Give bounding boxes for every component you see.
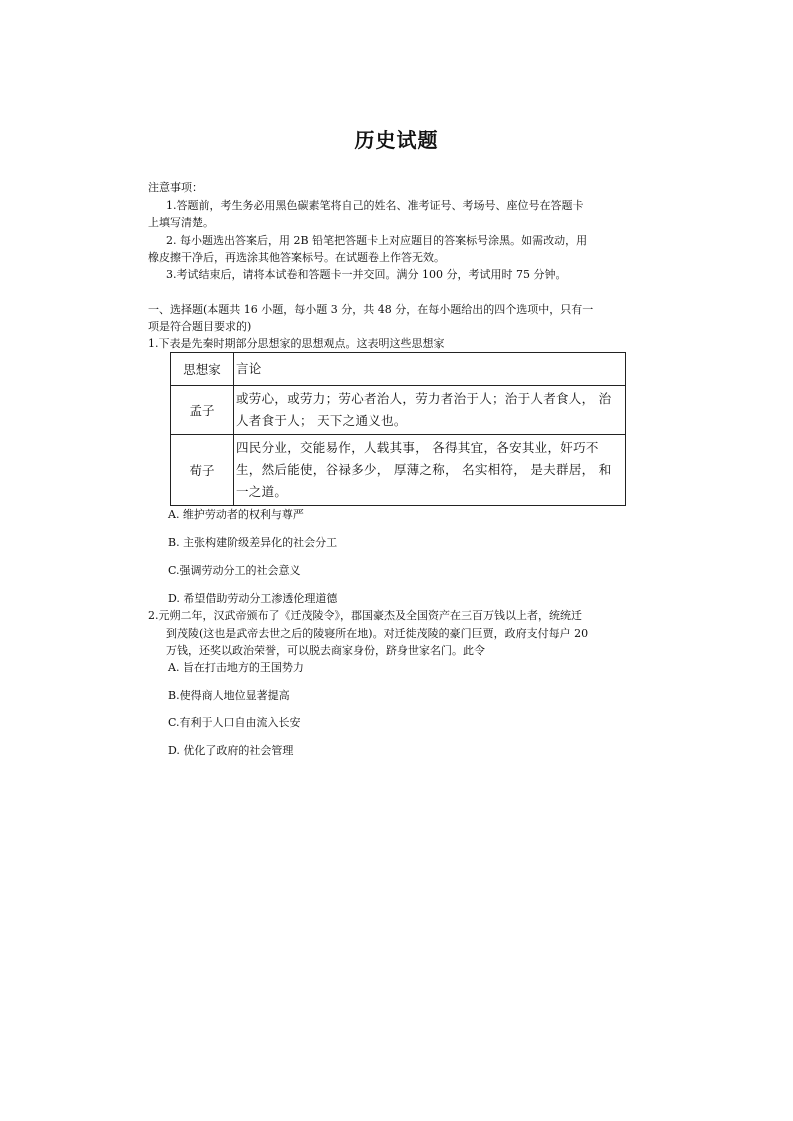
option-c: C.有利于人口自由流入长安 [168, 716, 301, 729]
option-d: D. 希望借助劳动分工渗透伦理道德 [168, 592, 338, 605]
table-header-quote: 言论 [234, 353, 626, 386]
table-header-thinker: 思想家 [171, 353, 234, 386]
thinker-name: 孟子 [171, 386, 234, 435]
notice-heading: 注意事项： [148, 181, 203, 194]
option-d: D. 优化了政府的社会管理 [168, 744, 294, 757]
section-heading: 一、选择题(本题共 16 小题，每小题 3 分，共 48 分，在每小题给出的四个选项中，只有一 [148, 303, 594, 316]
thinkers-table [170, 352, 626, 506]
thinker-quote: 或劳心，或劳力；劳心者治人，劳力者治于人；治于人者食人， 治人者食于人； 天下之通义也。 [234, 386, 626, 435]
table-row [171, 386, 626, 435]
question-2-stem: 2.元朔二年，汉武帝颁布了《迁茂陵令》，郡国豪杰及全国资产在三百万钱以上者，统统迁 [148, 609, 582, 622]
notice-line: 3.考试结束后，请将本试卷和答题卡一并交回。满分 100 分，考试用时 75 分钟。 [166, 268, 567, 281]
question-1-stem: 1.下表是先秦时期部分思想家的思想观点。这表明这些思想家 [148, 337, 445, 350]
question-2-stem-cont: 到茂陵(这也是武帝去世之后的陵寝所在地)。对迁徙茂陵的豪门巨贾，政府支付每户 20 [166, 627, 589, 640]
thinker-name: 荀子 [171, 435, 234, 506]
option-a: A. 维护劳动者的权利与尊严 [168, 508, 304, 521]
option-c: C.强调劳动分工的社会意义 [168, 564, 301, 577]
question-2-stem-cont: 万钱，还奖以政治荣誉，可以脱去商家身份，跻身世家名门。此令 [166, 644, 485, 657]
notice-line: 橡皮擦干净后，再选涂其他答案标号。在试题卷上作答无效。 [148, 251, 445, 264]
notice-line: 2. 每小题选出答案后，用 2B 铅笔把答题卡上对应题目的答案标号涂黑。如需改动，用 [166, 234, 588, 247]
option-b: B. 主张构建阶级差异化的社会分工 [168, 536, 338, 549]
thinker-quote: 四民分业，交能易作，人载其事， 各得其宜，各安其业，奸巧不生，然后能使，谷禄多少， 厚薄之称， 名实相符， 是夫群居， 和一之道。 [234, 435, 626, 506]
table-header-row [171, 353, 626, 386]
notice-line: 上填写清楚。 [148, 216, 214, 229]
section-heading-cont: 项是符合题目要求的) [148, 320, 252, 333]
notice-line: 1.答题前，考生务必用黑色碳素笔将自己的姓名、准考证号、考场号、座位号在答题卡 [166, 199, 584, 212]
option-b: B.使得商人地位显著提高 [168, 689, 290, 702]
table-row [171, 435, 626, 506]
page-title: 历史试题 [354, 128, 439, 152]
option-a: A. 旨在打击地方的王国势力 [168, 661, 304, 674]
